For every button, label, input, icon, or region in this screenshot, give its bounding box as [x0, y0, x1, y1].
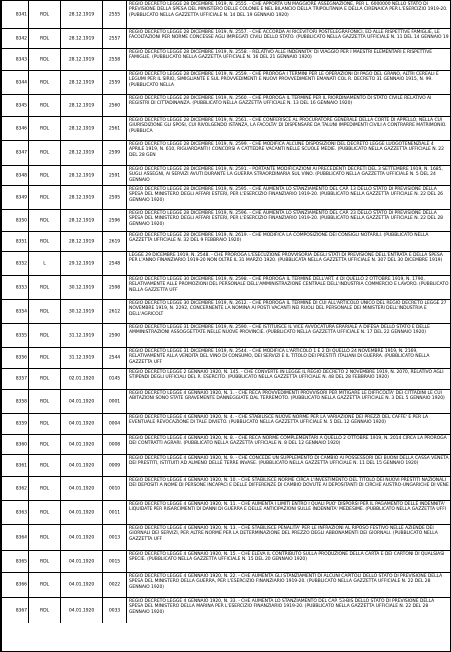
act-type: RDL	[40, 217, 49, 223]
act-description: REGIO DECRETO LEGGE 4 GENNAIO 1920, N. 1. - CHE RECA PROVVEDIMENTI PROVVISORI PER MITIGARE LE DIFFICOLTA' DEI CITTADINI LE CUI ABITAZIONI SONO STATE GRAVEMENTE DANNEGGIATE DAL TERREMOTO. (PUBBLICATO NELLA GAZZETTA UFFICIALE N. 3 DEL 5 GENNAIO 1920)	[129, 391, 445, 402]
act-number-cell	[102, 210, 126, 231]
table-row	[2, 551, 451, 573]
record-number: 8346	[15, 125, 27, 131]
act-type: RDL	[40, 102, 49, 108]
act-type: RDL	[40, 607, 49, 613]
act-number: 2560	[108, 102, 121, 108]
act-date: 04.01.1920	[68, 534, 95, 540]
act-number: 2559	[108, 79, 121, 85]
record-number-cell	[2, 29, 28, 48]
act-date: 04.01.1920	[68, 398, 95, 404]
record-number: 8362	[15, 485, 27, 491]
act-type-cell	[28, 455, 60, 476]
description-cell	[126, 71, 451, 94]
act-date-cell	[60, 501, 102, 524]
act-type: RDL	[40, 172, 49, 178]
act-number-cell	[102, 95, 126, 116]
record-number-cell	[2, 414, 28, 434]
record-number: 8354	[15, 308, 27, 314]
act-number-cell	[102, 525, 126, 550]
act-description: REGIO DECRETO LEGGE 2 GENNAIO 1920, N. 145. - CHE CONVERTE IN LEGGE IL REGIO DECRETO 2 NOVEMBRE 1919, N. 2070, RELATIVO AGLI STIPENDI DEGLI UFFICIALI DEL R. ESERCITO. (PUBBLICATO NELLA GAZZETTA UFFICIALE N. 48 DEL 28 FEBBRAIO 1920)	[129, 370, 444, 381]
act-number-cell	[102, 276, 126, 299]
act-type-cell	[28, 414, 60, 434]
record-number: 8347	[15, 150, 27, 156]
act-type-cell	[28, 210, 60, 231]
record-number: 8366	[15, 582, 27, 588]
record-number-cell	[2, 390, 28, 413]
table-row	[2, 369, 451, 390]
act-number-cell	[102, 117, 126, 140]
act-description: REGIO DECRETO LEGGE 4 GENNAIO 1920, N. 8. - CHE RECA NORME COMPLEMENTARI A QUELLO 2 OTTOBRE 1919, N. 2014 CIRCA LA PROROGA DEI CONTRATTI AGRARI. (PUBBLICATO NELLA GAZZETTA UFFICIALE N. 8 DEL 12 GENNAIO 1920)	[129, 436, 447, 447]
act-description: REGIO DECRETO LEGGE 4 GENNAIO 1920, N. 9. - CHE CONCEDE UN SUPPLEMENTO DI CAMBIO AI POSSESSORI DEI BUONI DELLA CASSA VENETA DEI PRESTITI, ISTITUITI AD ALMENO DELLE TERRE INVASE. (PUBBLICATO NELLA GAZZETTA UFFICIALE N. 11 DEL 15 GENNAIO 1920)	[129, 456, 449, 467]
act-type: RDL	[40, 284, 49, 290]
record-number-cell	[2, 300, 28, 323]
act-date: 30.12.1919	[68, 308, 95, 314]
act-number: 0145	[108, 376, 121, 382]
record-number-cell	[2, 435, 28, 454]
act-type-cell	[28, 1, 60, 28]
act-type-cell	[28, 141, 60, 165]
act-date-cell	[60, 348, 102, 368]
record-number-cell	[2, 525, 28, 550]
act-description: REGIO DECRETO LEGGE 28 DICEMBRE 1919, N. 2595. - CHE AUMENTA LO STANZIAMENTO DEL CAP. 13 DELLO STATO DI PREVISIONE DELLA SPESA DEL MINISTERO DEGLI AFFARI ESTERI, PER L'ESERCIZIO FINANZIARIO 1919-20. (PUBBLICATO NELLA GAZZETTA UFFICIALE N. 22 DEL 26 GENNAIO 1920)	[129, 187, 443, 203]
act-date-cell	[60, 477, 102, 500]
record-number: 8356	[15, 355, 27, 361]
description-cell	[126, 276, 451, 299]
table-row	[2, 300, 451, 324]
record-number: 8365	[15, 558, 27, 564]
act-date: 28.12.1919	[68, 217, 95, 223]
act-description: REGIO DECRETO LEGGE 4 GENNAIO 1920, N. 22. - CHE AUMENTA GLI STANZIAMENTI DI ALCUNI CAPITOLI DELLO STATO DI PREVISIONE DELLA SPESA DEL MINISTERO DELLA GUERRA, PER L'ESERCIZIO FINANZIARIO 1919-20. (PUBBLICATO NELLA GAZZETTA UFFICIALE N. 22 DEL 28 GENNAIO 1920)	[129, 574, 443, 590]
act-date-cell	[60, 573, 102, 597]
act-date: 28.12.1919	[68, 238, 95, 244]
act-date-cell	[60, 455, 102, 476]
act-date-cell	[60, 598, 102, 623]
table-row	[2, 29, 451, 49]
act-type-cell	[28, 573, 60, 597]
act-number-cell	[102, 435, 126, 454]
act-description: REGIO DECRETO LEGGE 28 DICEMBRE 1919, N. 2599. - CHE MODIFICA ALCUNE DISPOSIZIONI DEL DECRETO LEGGE LUOGOTENENZIALE 4 APRILE 1919, N. 610, RIGUARDANTI I CONCORSI A CATTEDRE VACANTI NELLE SCUOLE MEDIE. (PUBBLICATO NELLA GAZZETTA UFFICIALE N. 22 DEL 28 GEN	[129, 142, 444, 158]
act-number: 0008	[108, 441, 121, 447]
act-date: 28.12.1919	[68, 79, 95, 85]
act-number-cell	[102, 455, 126, 476]
record-number-cell	[2, 455, 28, 476]
act-number: 0004	[108, 421, 121, 427]
record-number: 8361	[15, 462, 27, 468]
act-type: RDL	[40, 79, 49, 85]
act-number-cell	[102, 369, 126, 389]
description-cell	[126, 141, 451, 165]
act-type: L	[43, 260, 46, 266]
act-type-cell	[28, 166, 60, 185]
act-date: 02.01.1920	[68, 376, 95, 382]
act-description: REGIO DECRETO LEGGE 28 DICEMBRE 1919, N. 2555. - CHE APPORTA UN MAGGIORE ASSEGNAZIONE, PER L. 6000000 NELLO STATO DI PREVISIONE DELLA SPESA DEL MINISTERO DELLE COLONIE E NEL BILANCIO DELLA TRIPOLITANIA E DELLA CIRENAICA PER L'ESERCIZIO 1919-20. (PUBBLICATO NELLA GAZZETTA UFFICIALE N. 14 DEL 19 GENNAIO 1920)	[129, 2, 448, 18]
description-cell	[126, 348, 451, 368]
act-number: 2598	[108, 284, 121, 290]
act-number: 0010	[108, 485, 121, 491]
act-type: RDL	[40, 125, 49, 131]
record-number: 8344	[15, 79, 27, 85]
table-row	[2, 435, 451, 455]
act-type: RDL	[40, 582, 49, 588]
act-type: RDL	[40, 462, 49, 468]
act-type-cell	[28, 477, 60, 500]
act-date-cell	[60, 525, 102, 550]
act-number: 2596	[108, 217, 121, 223]
act-description: LEGGE 29 DICEMBRE 1919, N. 2548. - CHE PROROGA L'ESECUZIONE PROVVISORIA DEGLI STATI DI PREVISIONE DELL'ENTRATA E DELLA SPESA PER L'ANNO FINANZIARIO 1919-20 NON OLTRE IL 31 MARZO 1920. (PUBBLICATA NELLA GAZZETTA UFFICIALE N. 307 DEL 30 DICEMBRE 1919)	[129, 253, 443, 264]
act-number-cell	[102, 573, 126, 597]
act-date: 28.12.1919	[68, 35, 95, 41]
act-number-cell	[102, 186, 126, 209]
table-row	[2, 210, 451, 232]
act-date-cell	[60, 551, 102, 572]
act-date: 28.12.1919	[68, 11, 95, 17]
act-number: 0015	[108, 558, 121, 564]
act-type: RDL	[40, 355, 49, 361]
act-number: 2548	[108, 260, 121, 266]
record-number: 8363	[15, 509, 27, 515]
act-type-cell	[28, 598, 60, 623]
record-number: 8341	[15, 11, 27, 17]
record-number: 8349	[15, 194, 27, 200]
act-date-cell	[60, 29, 102, 48]
record-number-cell	[2, 71, 28, 94]
description-cell	[126, 29, 451, 48]
description-cell	[126, 435, 451, 454]
act-number: 0001	[108, 398, 121, 404]
act-date: 04.01.1920	[68, 462, 95, 468]
act-number: 2590	[108, 332, 121, 338]
description-cell	[126, 390, 451, 413]
record-number-cell	[2, 232, 28, 251]
act-description: REGIO DECRETO LEGGE 31 DICEMBRE 1919, N. 2544. - CHE MODIFICA L'ARTICOLO 1 E 2 DI QUELLO 24 NOVEMBRE 1919, N. 2169, RELATIVAMENTE ALLA VENDITA DEL VINO DI CONSUMO, DEI SERVIZI E IL TITOLO DEI PRESTITI ITALIANI DI GUERRA. (PUBBLICATO NELLA GAZZETTA UFF	[129, 349, 430, 365]
description-cell	[126, 95, 451, 116]
act-number-cell	[102, 49, 126, 70]
description-cell	[126, 551, 451, 572]
record-number: 8360	[15, 441, 27, 447]
act-date: 04.01.1920	[68, 582, 95, 588]
record-number-cell	[2, 477, 28, 500]
table-row	[2, 276, 451, 300]
record-number-cell	[2, 324, 28, 347]
act-type-cell	[28, 551, 60, 572]
act-type: RDL	[40, 558, 49, 564]
act-number-cell	[102, 1, 126, 28]
act-date: 04.01.1920	[68, 441, 95, 447]
act-type-cell	[28, 369, 60, 389]
record-number: 8352	[15, 260, 27, 266]
act-date: 28.12.1919	[68, 56, 95, 62]
act-number-cell	[102, 252, 126, 275]
description-cell	[126, 1, 451, 28]
act-date-cell	[60, 117, 102, 140]
description-cell	[126, 49, 451, 70]
description-cell	[126, 573, 451, 597]
act-date: 28.12.1919	[68, 102, 95, 108]
record-number-cell	[2, 166, 28, 185]
act-date: 04.01.1920	[68, 607, 95, 613]
act-number-cell	[102, 598, 126, 623]
act-date: 04.01.1920	[68, 421, 95, 427]
act-number: 2557	[108, 35, 121, 41]
act-number: 2561	[108, 125, 121, 131]
table-row	[2, 525, 451, 551]
act-date-cell	[60, 210, 102, 231]
description-cell	[126, 300, 451, 323]
record-number: 8358	[15, 398, 27, 404]
act-date-cell	[60, 414, 102, 434]
act-type: RDL	[40, 534, 49, 540]
act-number-cell	[102, 414, 126, 434]
act-date-cell	[60, 1, 102, 28]
act-number-cell	[102, 71, 126, 94]
act-type: RDL	[40, 398, 49, 404]
description-cell	[126, 501, 451, 524]
act-date-cell	[60, 300, 102, 323]
record-number: 8343	[15, 56, 27, 62]
act-description: REGIO DECRETO LEGGE 4 GENNAIO 1920, N. 15. - CHE ELEVA IL CONTRIBUTO SULLA PRODUZIONE DELLA CARTA E DEI CARTONI DI QUALSIASI SPECIE. (PUBBLICATO NELLA GAZZETTA UFFICIALE N. 15 DEL 20 GENNAIO 1920)	[129, 552, 445, 563]
act-number-cell	[102, 390, 126, 413]
act-date: 04.01.1920	[68, 509, 95, 515]
act-date-cell	[60, 252, 102, 275]
act-number: 2558	[108, 56, 121, 62]
act-number-cell	[102, 166, 126, 185]
description-cell	[126, 117, 451, 140]
table-row	[2, 348, 451, 369]
table-row	[2, 501, 451, 525]
record-number: 8355	[15, 332, 27, 338]
record-number-cell	[2, 1, 28, 28]
record-number: 8367	[15, 607, 27, 613]
act-date-cell	[60, 276, 102, 299]
record-number-cell	[2, 598, 28, 623]
act-number-cell	[102, 477, 126, 500]
table-row	[2, 232, 451, 252]
act-number-cell	[102, 501, 126, 524]
act-description: REGIO DECRETO LEGGE 28 DICEMBRE 1919, N. 2619. - CHE MODIFICA LA COMPOSIZIONE DEI CONSIGLI NOTARILI. (PUBBLICATO NELLA GAZZETTA UFFICIALE N. 32 DEL 9 FEBBRAIO 1920)	[129, 233, 429, 244]
act-description: REGIO DECRETO LEGGE 28 DICEMBRE 1919, N. 2558. - RELATIVO ALLE INDENNITA' DI VIAGGIO PER I MAESTRI ELEMENTARI E RISPETTIVE FAMIGLIE. (PUBBLICATO NELLA GAZZETTA UFFICIALE N. 16 DEL 21 GENNAIO 1920)	[129, 50, 433, 61]
description-cell	[126, 414, 451, 434]
act-date: 04.01.1920	[68, 485, 95, 491]
act-number-cell	[102, 232, 126, 251]
record-number: 8364	[15, 534, 27, 540]
act-number: 0013	[108, 534, 121, 540]
act-type-cell	[28, 252, 60, 275]
act-description: REGIO DECRETO LEGGE 28 DICEMBRE 1919, N. 2596. - CHE AUMENTA LO STANZIAMENTO DEL CAP. 23 DELLO STATO DI PREVISIONE DELLA SPESA DEL MINISTERO DEGLI AFFARI ESTERI, PER L'ESERCIZIO FINANZIARIO 1919-20. (PUBBLICATO NELLA GAZZETTA UFFICIALE N. 22 DEL 28 GENNAIO 1920)	[129, 211, 443, 227]
act-type: RDL	[40, 441, 49, 447]
table-row	[2, 252, 451, 276]
act-date: 29.12.1919	[68, 260, 95, 266]
record-number-cell	[2, 369, 28, 389]
record-number: 8353	[15, 284, 27, 290]
act-type: RDL	[40, 56, 49, 62]
record-number: 8350	[15, 217, 27, 223]
act-number: 2599	[108, 150, 121, 156]
table-row	[2, 71, 451, 95]
table-row	[2, 598, 451, 623]
table-row	[2, 117, 451, 141]
act-type: RDL	[40, 421, 49, 427]
act-description: REGIO DECRETO LEGGE 28 DICEMBRE 1919, N. 2591. - PORTANTE MODIFICAZIONI AI PRECEDENTI DECRETI DEL 3 SETTEMBRE 1919, N. 1685, SUGLI ASSEGNI, AI SERVIZI AVUTI DURANTE LA GUERRA STRAORDINARIA SUL VINO. (PUBBLICATO NELLA GAZZETTA UFFICIALE N. 5 DEL 24 GENNAIO	[129, 167, 443, 183]
description-cell	[126, 166, 451, 185]
act-type: RDL	[40, 376, 49, 382]
description-cell	[126, 525, 451, 550]
table-row	[2, 324, 451, 348]
record-number: 8342	[15, 35, 27, 41]
description-cell	[126, 324, 451, 347]
record-number: 8357	[15, 376, 27, 382]
act-type-cell	[28, 49, 60, 70]
act-type-cell	[28, 348, 60, 368]
table-row	[2, 414, 451, 435]
act-type: RDL	[40, 194, 49, 200]
record-number-cell	[2, 501, 28, 524]
act-description: REGIO DECRETO LEGGE 4 GENNAIO 1920, N. 11. - CHE AUMENTA I LIMITI ENTRO I QUALI PUO' DISPORSI PER IL PAGAMENTO DELLE INDENNITA' LIQUIDATE PER RISARCIMENTI DI DANNI DI GUERRA E DELLE ANTICIPAZIONI SULLE INDENNITA' MEDESIME. (PUBBLICATO NELLA GAZZETTA UFFI	[129, 502, 447, 513]
act-type: RDL	[40, 11, 49, 17]
act-description: REGIO DECRETO LEGGE 28 DICEMBRE 1919, N. 2559. - CHE PROROGA I TERMINI PER LE OPERAZIONI DI PAGO DEL GRANO, ALTRI CEREALI E LEGUMI PER IL SIRIO, SIMIGLIANTE E SUL PROVVEDIMENTI E NUOVI PROVVEDIMENTI EMANATI COL R. DECRETO 31 GENNAIO 1915, N. 99. (PUBBLICATO NELLA	[129, 72, 439, 88]
act-number-cell	[102, 29, 126, 48]
act-number: 2595	[108, 194, 121, 200]
act-type-cell	[28, 525, 60, 550]
act-number: 2612	[108, 308, 121, 314]
description-cell	[126, 252, 451, 275]
act-description: REGIO DECRETO LEGGE 28 DICEMBRE 1919, N. 2557. - CHE ACCORDA AI RICEVITORI POSTELEGRAFONICI, ED ALLE RISPETTIVE FAMIGLIE, LE FACOLTAZIONI PER NORME CONCESSE AGLI IMPIEGATI CIVILI DELLO STATO. (PUBBLICATO NELLA GAZZETTA UFFICIALE N. 11 DEL 14 GENNAIO 19	[129, 30, 449, 41]
act-date-cell	[60, 71, 102, 94]
act-date: 04.01.1920	[68, 558, 95, 564]
act-number: 2544	[108, 355, 121, 361]
act-date-cell	[60, 141, 102, 165]
description-cell	[126, 455, 451, 476]
act-type-cell	[28, 324, 60, 347]
act-description: REGIO DECRETO LEGGE 4 GENNAIO 1920, N. 13. - CHE STABILISCE PENALITA' PER LE INFRAZIONI AL RIPOSO FESTIVO NELLE AZIENDE DEI GIORNALI DEI SERVIZI, PER ALTRE NORME PER LA DETERMINAZIONE DEL PREZZO DEGLI ABBONAMENTI DEI GIORNALI. (PUBBLICATO NELLA GAZZETTA UFF	[129, 526, 438, 542]
act-type: RDL	[40, 509, 49, 515]
record-number-cell	[2, 210, 28, 231]
act-number: 0011	[108, 509, 121, 515]
act-date-cell	[60, 232, 102, 251]
act-date: 28.12.1919	[68, 150, 95, 156]
record-number-cell	[2, 252, 28, 275]
act-date-cell	[60, 166, 102, 185]
act-type-cell	[28, 501, 60, 524]
act-number-cell	[102, 348, 126, 368]
description-cell	[126, 210, 451, 231]
record-number-cell	[2, 117, 28, 140]
record-number: 8359	[15, 421, 27, 427]
act-type: RDL	[40, 308, 49, 314]
act-description: REGIO DECRETO LEGGE 28 DICEMBRE 1919, N. 2561. - CHE CONFERISCE AL PROCURATORE GENERALE DELLA CORTE DI APPELLO, NELLA CUI GIURISDIZIONE GLI SPOSI, CUI RIVOLGENDO ISTANZA, LA FACOLTA' DI DISPENSARE DA TALUNI IMPEDIMENTI CIVILI A CONTRARRE MATRIMONIO. (PUBBLICA	[129, 118, 447, 134]
description-cell	[126, 369, 451, 389]
act-date: 28.12.1919	[68, 172, 95, 178]
act-description: REGIO DECRETO LEGGE 30 DICEMBRE 1919, N. 2612. - CHE PROROGA IL TERMINE DI CUI ALL'ARTICOLO UNICO DEL REGIO DECRETO LEGGE 27 NOVEMBRE 1919, N. 2292, CONCERNENTE LA NOMINA AI POSTI VACANTI NEI RUOLI DEL PERSONALE DEI MINISTERI DELL'INDUSTRIA E DELL'AGRICOLT	[129, 301, 447, 317]
table-row	[2, 141, 451, 166]
act-number: 2591	[108, 172, 121, 178]
act-type-cell	[28, 435, 60, 454]
act-date: 31.12.1919	[68, 355, 95, 361]
act-type: RDL	[40, 35, 49, 41]
record-number-cell	[2, 95, 28, 116]
act-type-cell	[28, 29, 60, 48]
description-cell	[126, 477, 451, 500]
act-date-cell	[60, 390, 102, 413]
act-type-cell	[28, 95, 60, 116]
act-type-cell	[28, 117, 60, 140]
act-number-cell	[102, 300, 126, 323]
act-type-cell	[28, 186, 60, 209]
record-number: 8351	[15, 238, 27, 244]
act-type-cell	[28, 390, 60, 413]
act-description: REGIO DECRETO LEGGE 30 DICEMBRE 1919, N. 2598. - CHE PROROGA IL TERMINE DELL'ART. 4 DI QUELLO 2 OTTOBRE 1919, N. 1790, RELATIVAMENTE ALLE PROMOZIONI DEL PERSONALE DELL'AMMINISTRAZIONE CENTRALE DELL'INDUSTRIA COMMERCIO E LAVORO. (PUBBLICATO NELLA GAZZETTA UFF	[129, 277, 449, 293]
act-date-cell	[60, 369, 102, 389]
act-date: 28.12.1919	[68, 125, 95, 131]
act-type: RDL	[40, 332, 49, 338]
record-number-cell	[2, 186, 28, 209]
table-row	[2, 455, 451, 477]
record-number-cell	[2, 276, 28, 299]
act-description: REGIO DECRETO LEGGE 31 DICEMBRE 1919, N. 2590. - CHE ISTITUISCE IL VICE AVVOCATURA ERARIALE A DIFESA DELLO STATO E DELLE AMMINISTRAZIONI ASSOGGETTATE NELLE NUOVE PROVINCIE. (PUBBLICATO NELLA GAZZETTA UFFICIALE N. 17 DEL 22 GENNAIO 1920)	[129, 325, 430, 336]
act-description: REGIO DECRETO LEGGE 28 DICEMBRE 1919, N. 2560. - CHE PROROGA IL TERMINE PER IL RIORDINAMENTO DI STATO CIVILE RELATIVO AI REGISTRI DI CITTADINANZA. (PUBBLICATO NELLA GAZZETTA UFFICIALE N. 13 DEL 16 GENNAIO 1920)	[129, 96, 432, 107]
act-description: REGIO DECRETO LEGGE 4 GENNAIO 1920, N. 10. - CHE STABILISCE NORME CIRCA L'INVESTIMENTO DEL TITOLO DEI NUOVI PRESTITI NAZIONALI DEI DEPOSITI A NOME DI PERSONE INCAPACI E DELLE DIFFERENZE DI CAMBIO DOVUTE AI DEPOSITANTI DI CIRCHE AUSTRO-UNGARICHE DI VENE	[129, 478, 449, 489]
act-type-cell	[28, 71, 60, 94]
act-type: RDL	[40, 150, 49, 156]
description-cell	[126, 232, 451, 251]
description-cell	[126, 598, 451, 623]
act-type-cell	[28, 300, 60, 323]
act-type: RDL	[40, 485, 49, 491]
table-row	[2, 573, 451, 598]
record-number: 8345	[15, 102, 27, 108]
act-description: REGIO DECRETO LEGGE 4 GENNAIO 1920, N. 4. - CHE STABILISCE NUOVE NORME PER LA VARIAZIONE DEI PREZZI DEL CAFFE' E PER LA EVENTUALE REVOCAZIONE DI TALE DIVIETO. (PUBBLICATO NELLA GAZZETTA UFFICIALE N. 5 DEL 12 GENNAIO 1920)	[129, 415, 429, 426]
table-row	[2, 390, 451, 414]
act-number: 0009	[108, 462, 121, 468]
act-number: 0033	[108, 607, 121, 613]
act-date: 28.12.1919	[68, 194, 95, 200]
record-number-cell	[2, 573, 28, 597]
act-number: 0022	[108, 582, 121, 588]
act-number: 2555	[108, 11, 121, 17]
act-date-cell	[60, 324, 102, 347]
record-number-cell	[2, 348, 28, 368]
act-date-cell	[60, 95, 102, 116]
table-row	[2, 166, 451, 186]
act-type-cell	[28, 232, 60, 251]
act-number-cell	[102, 324, 126, 347]
act-date-cell	[60, 435, 102, 454]
description-cell	[126, 186, 451, 209]
act-number-cell	[102, 141, 126, 165]
record-number: 8348	[15, 172, 27, 178]
record-number-cell	[2, 49, 28, 70]
table-row	[2, 1, 451, 29]
table-row	[2, 186, 451, 210]
act-type-cell	[28, 276, 60, 299]
record-number-cell	[2, 141, 28, 165]
act-date-cell	[60, 186, 102, 209]
act-date: 30.12.1919	[68, 284, 95, 290]
act-date: 31.12.1919	[68, 332, 95, 338]
act-date-cell	[60, 49, 102, 70]
act-description: REGIO DECRETO LEGGE 4 GENNAIO 1920, N. 33. - CHE AUMENTA LO STANZIAMENTO DEL CAP. 53-BIS DELLO STATO DI PREVISIONE DELLA SPESA DEL MINISTERO DELLA MARINA PER L'ESERCIZIO FINANZIARIO 1919-20. (PUBBLICATO NELLA GAZZETTA UFFICIALE N. 22 DEL 28 GENNAIO 1920)	[129, 599, 435, 615]
act-number: 2619	[108, 238, 121, 244]
act-type: RDL	[40, 238, 49, 244]
record-number-cell	[2, 551, 28, 572]
table-row	[2, 95, 451, 117]
table-row	[2, 49, 451, 71]
act-number-cell	[102, 551, 126, 572]
table-row	[2, 477, 451, 501]
